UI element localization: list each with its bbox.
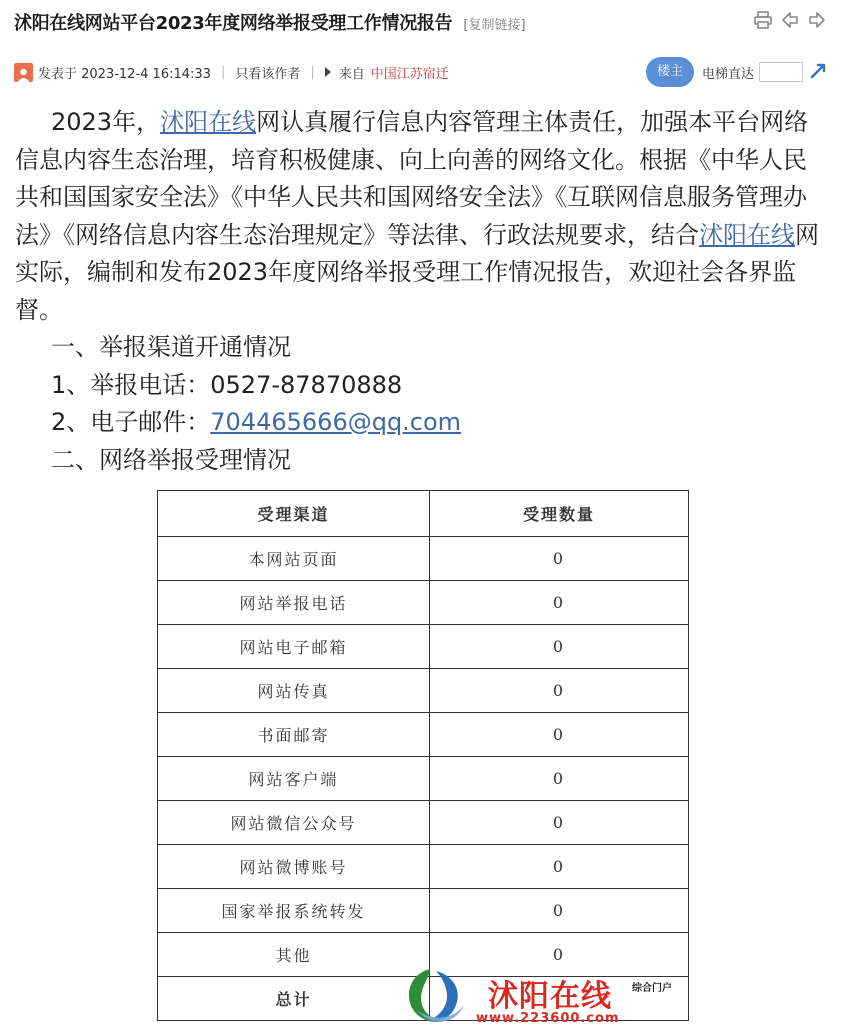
channel-cell: 网站微信公众号: [158, 801, 430, 845]
channel-cell: 网站微博账号: [158, 845, 430, 889]
count-cell: 0: [430, 713, 689, 757]
table-row: [158, 713, 689, 757]
thread-tools: [753, 10, 827, 32]
post-title: 沭阳在线网站平台2023年度网络举报受理工作情况报告: [14, 13, 453, 34]
table-row: [158, 889, 689, 933]
table-row: [158, 757, 689, 801]
from-location: 中国江苏宿迁: [370, 66, 449, 82]
channel-cell: 网站传真: [158, 669, 430, 713]
site-link[interactable]: 沭阳在线: [699, 220, 795, 249]
email-link[interactable]: 704465666@qq.com: [210, 408, 462, 436]
report-phone: 1、举报电话：0527-87870888: [51, 370, 403, 399]
channel-cell: 其他: [158, 933, 430, 977]
count-cell: 0: [430, 581, 689, 625]
report-table: [157, 490, 689, 1021]
avatar-icon: [14, 63, 33, 82]
post-time: 发表于 2023-12-4 16:14:33: [38, 66, 211, 82]
watermark-tag: 综合门户: [632, 983, 672, 994]
only-author-link[interactable]: 只看该作者: [235, 66, 301, 82]
table-row: [158, 801, 689, 845]
section-heading: 二、网络举报受理情况: [51, 445, 291, 474]
channel-cell: 书面邮寄: [158, 713, 430, 757]
count-cell: 0: [430, 669, 689, 713]
post-header: [14, 9, 734, 37]
intro-paragraph: [15, 104, 830, 329]
count-cell: 0: [430, 801, 689, 845]
table-row: [158, 581, 689, 625]
site-link[interactable]: 沭阳在线: [160, 108, 257, 136]
channel-cell: 国家举报系统转发: [158, 889, 430, 933]
prev-thread-icon[interactable]: [780, 10, 800, 32]
site-watermark: [400, 965, 700, 1031]
watermark-site-name: 沭阳在线: [488, 979, 612, 1014]
channel-cell: 网站客户端: [158, 757, 430, 801]
table-row: [158, 669, 689, 713]
count-cell: 0: [430, 537, 689, 581]
meta-divider: |: [220, 64, 226, 80]
intro-tail: 网实际，编制和发布2023年度网络举报受理工作情况报告，欢迎社会各界监督。: [15, 220, 819, 324]
floor-controls: [646, 57, 829, 87]
count-cell: 0: [430, 845, 689, 889]
jump-go-icon[interactable]: [809, 60, 829, 84]
column-header: 受理渠道: [158, 491, 430, 537]
post-meta: [14, 60, 829, 84]
email-label: 2、电子邮件：: [51, 408, 211, 436]
meta-divider: |: [310, 64, 315, 80]
floor-input[interactable]: [759, 62, 803, 82]
owner-badge[interactable]: 楼主: [646, 57, 694, 87]
total-label-cell: 总计: [158, 977, 430, 1021]
print-icon[interactable]: [753, 10, 773, 32]
intro-body: 网认真履行信息内容管理主体责任，加强本平台网络信息内容生态治理，培育积极健康、向上向善的网络文化。根据《中华人民共和国国家安全法》《中华人民共和国网络安全法》《互联网信息服务管理办法》《网络信息内容生态治理规定》等法律、行政法规要求，结合: [15, 108, 809, 249]
table-row: [158, 537, 689, 581]
channel-cell: 网站举报电话: [158, 581, 430, 625]
jump-label: 电梯直达: [701, 66, 754, 82]
arrow-right-icon: [325, 67, 331, 77]
post-content: [15, 104, 830, 479]
from-label: 来自: [338, 66, 365, 82]
table-row: [158, 845, 689, 889]
count-cell: 0: [430, 889, 689, 933]
table-header-row: [158, 491, 689, 537]
copy-link[interactable]: [复制链接]: [463, 18, 526, 33]
count-cell: 0: [430, 757, 689, 801]
count-cell: 0: [430, 625, 689, 669]
next-thread-icon[interactable]: [807, 10, 827, 32]
section-heading: 一、举报渠道开通情况: [51, 333, 291, 361]
watermark-url: www.223600.com: [476, 1011, 620, 1026]
report-email: [15, 404, 830, 442]
channel-cell: 本网站页面: [158, 537, 430, 581]
table-row: [158, 625, 689, 669]
watermark-logo-icon: [400, 965, 472, 1031]
channel-cell: 网站电子邮箱: [158, 625, 430, 669]
count-cell: 0: [430, 933, 689, 977]
intro-lead: 2023年，: [51, 108, 161, 136]
column-header: 受理数量: [430, 491, 689, 537]
